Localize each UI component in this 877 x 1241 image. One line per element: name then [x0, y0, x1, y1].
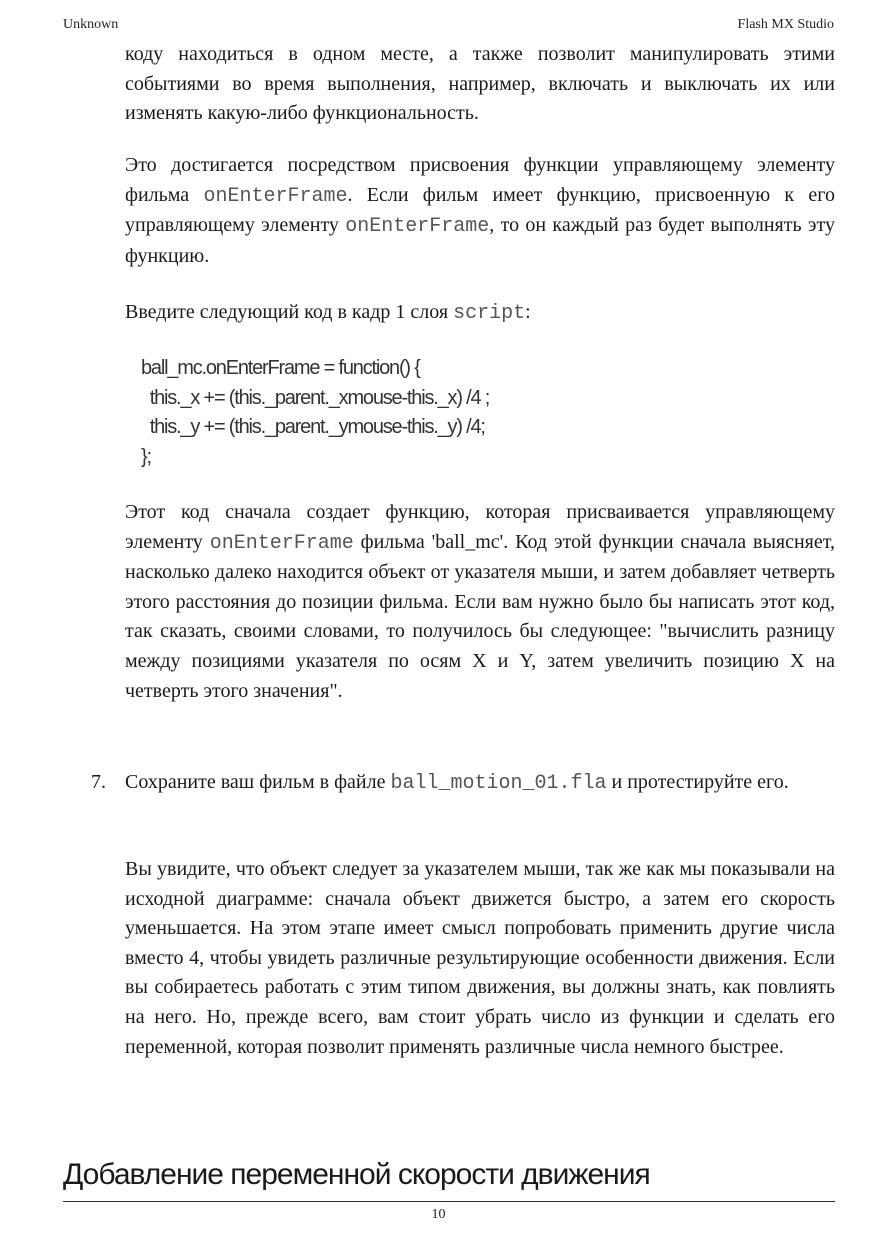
page-number: 10: [431, 1207, 446, 1222]
paragraph-result: Вы увидите, что объект следует за указателем мыши, так же как мы показывали на исходной диаграмме: сначала объект движется быстро, а затем его скорость уменьшается. На этом этапе имеет смысл попробовать применить другие числа вместо 4, чтобы увидеть различные результирующие особенности движения. Если вы собираетесь работать с этим типом движения, вы должны знать, как повлиять на него. Но, прежде всего, вам стоит убрать число из функции и сделать его переменной, которая позволит применять различные числа немного быстрее.: [125, 858, 835, 1058]
list-item-step7: [125, 768, 835, 799]
paragraph-onenterframe: [125, 151, 835, 271]
code-line: ball_mc.onEnterFrame = function() {: [141, 357, 420, 379]
header-left: Unknown: [63, 17, 119, 32]
code-line: this._y += (this._parent._ymouse-this._y) /4;: [141, 416, 485, 438]
filename: ball_motion_01.fla: [390, 772, 607, 795]
text-span: :: [525, 301, 531, 323]
text-span: . Если фильм имеет функцию, присвоенную к его управляющему элементу: [125, 183, 835, 237]
code-inline: onEnterFrame: [209, 531, 354, 555]
text-span: фильма 'ball_mc'. Код этой функции сначала выясняет, насколько далеко находится объект от указателя мыши, и затем добавляет четверть этого расстояния до позиции фильма. Если вам нужно было бы написать этот код, так сказать, своими словами, то получилось бы следующее: "вычислить разницу между позициями указателя по осям X и Y, затем увеличить позицию X на четверть этого значения".: [125, 530, 835, 702]
text-span: , то он каждый раз будет выполнять эту функцию.: [125, 214, 835, 267]
text-span: Это достигается посредством присвоения функции управляющему элементу фильма: [125, 154, 835, 206]
paragraph-explanation: [125, 498, 835, 706]
paragraph-intro: коду находиться в одном месте, а также позволит манипулировать этими событиями во время выполнения, например, включать и выключать их или изменять какую-либо функциональность.: [125, 43, 835, 125]
text-span: Сохраните ваш фильм в файле: [125, 771, 391, 793]
code-inline: script: [453, 302, 526, 325]
footer-divider: [63, 1201, 835, 1202]
code-inline: onEnterFrame: [203, 184, 348, 208]
paragraph-enter-code: [125, 298, 835, 329]
code-block: [141, 354, 489, 472]
section-heading: Добавление переменной скорости движения: [63, 1158, 650, 1191]
text-span: и протестируйте его.: [606, 771, 789, 793]
list-number: 7.: [91, 771, 106, 793]
text-span: Введите следующий код в кадр 1 слоя: [125, 301, 454, 323]
text-span: Этот код сначала создает функцию, которая присваивается управляющему элементу: [125, 501, 835, 553]
code-line: this._x += (this._parent._xmouse-this._x) /4 ;: [141, 386, 490, 409]
header-right: Flash MX Studio: [737, 17, 834, 32]
code-inline: onEnterFrame: [345, 215, 490, 239]
code-line: };: [141, 445, 151, 468]
